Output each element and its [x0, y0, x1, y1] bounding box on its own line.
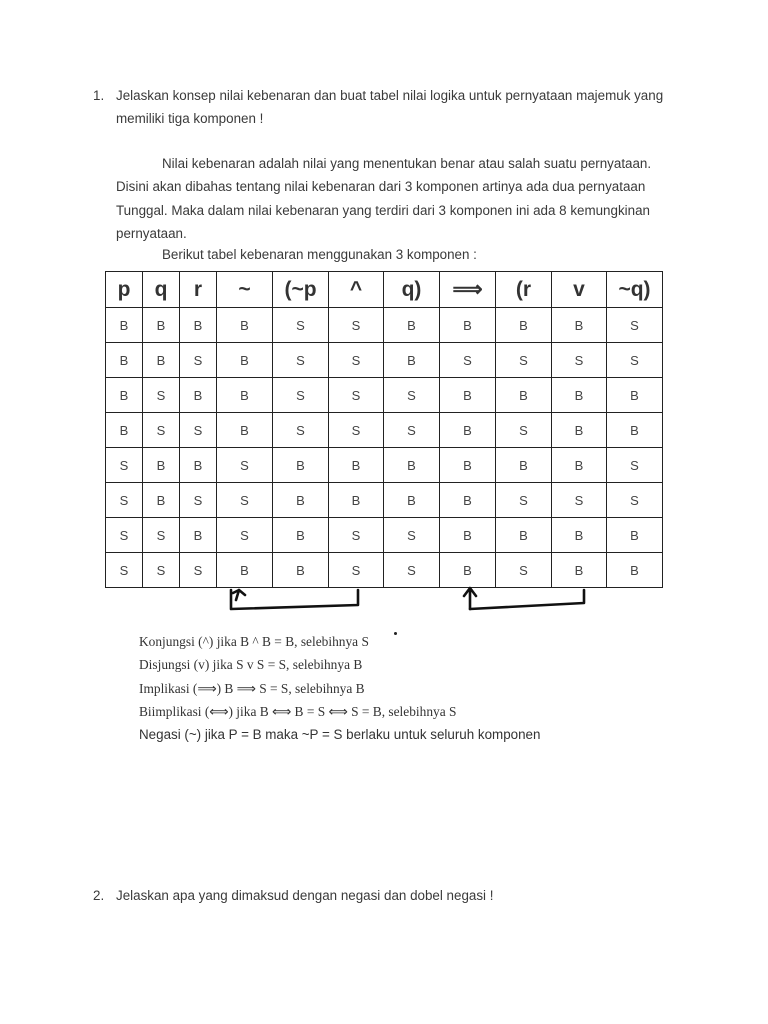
table-cell: S	[143, 518, 180, 553]
table-cell: S	[496, 483, 552, 518]
table-cell: B	[496, 308, 552, 343]
table-cell: B	[217, 413, 273, 448]
table-cell: B	[217, 378, 273, 413]
table-cell: B	[607, 518, 663, 553]
table-cell: S	[217, 448, 273, 483]
header-cell: ~	[217, 272, 273, 308]
table-cell: B	[440, 553, 496, 588]
table-cell: S	[106, 553, 143, 588]
table-cell: B	[106, 413, 143, 448]
table-cell: S	[106, 518, 143, 553]
header-cell: ~q)	[607, 272, 663, 308]
table-cell: S	[384, 518, 440, 553]
table-cell: B	[273, 448, 329, 483]
table-cell: B	[552, 378, 607, 413]
table-cell: B	[180, 378, 217, 413]
table-cell: S	[143, 413, 180, 448]
table-cell: S	[607, 343, 663, 378]
table-cell: S	[552, 343, 607, 378]
header-cell: q)	[384, 272, 440, 308]
table-cell: S	[273, 343, 329, 378]
table-cell: S	[384, 413, 440, 448]
table-cell: B	[180, 308, 217, 343]
table-cell: B	[496, 448, 552, 483]
table-cell: B	[384, 448, 440, 483]
table-cell: B	[273, 518, 329, 553]
table-cell: S	[496, 343, 552, 378]
table-cell: B	[496, 378, 552, 413]
rule-implikasi: Implikasi (⟹) B ⟹ S = S, selebihnya B	[139, 680, 365, 696]
table-cell: S	[607, 483, 663, 518]
table-cell: B	[440, 483, 496, 518]
table-cell: B	[384, 483, 440, 518]
table-cell: B	[440, 448, 496, 483]
table-cell: S	[217, 518, 273, 553]
table-cell: S	[217, 483, 273, 518]
table-cell: B	[143, 343, 180, 378]
table-cell: B	[217, 343, 273, 378]
table-cell: S	[496, 553, 552, 588]
header-cell: q	[143, 272, 180, 308]
logic-rules	[139, 630, 540, 746]
question-1-number: 1.	[93, 88, 105, 103]
table-cell: B	[329, 448, 384, 483]
question-2-number: 2.	[93, 888, 105, 903]
question-2	[93, 884, 683, 907]
ink-dot	[394, 632, 397, 635]
header-cell: r	[180, 272, 217, 308]
table-cell: S	[143, 553, 180, 588]
table-cell: B	[143, 483, 180, 518]
table-cell: B	[180, 448, 217, 483]
header-cell: (~p	[273, 272, 329, 308]
table-cell: B	[552, 553, 607, 588]
table-cell: S	[329, 413, 384, 448]
table-cell: S	[384, 378, 440, 413]
table-cell: S	[273, 378, 329, 413]
rule-biimplikasi: Biimplikasi (⟺) jika B ⟺ B = S ⟺ S = B, selebihnya S	[139, 703, 457, 719]
header-cell: ⟹	[440, 272, 496, 308]
table-cell: B	[273, 483, 329, 518]
rule-negasi: Negasi (~) jika P = B maka ~P = S berlaku untuk seluruh komponen	[139, 727, 541, 743]
table-cell: S	[180, 413, 217, 448]
table-cell: B	[440, 413, 496, 448]
rule-konjungsi: Konjungsi (^) jika B ^ B = B, selebihnya S	[139, 634, 369, 649]
table-cell: S	[607, 308, 663, 343]
table-cell: B	[106, 308, 143, 343]
table-cell: B	[607, 553, 663, 588]
header-cell: (r	[496, 272, 552, 308]
table-cell: B	[384, 343, 440, 378]
table-cell: S	[143, 378, 180, 413]
header-cell: v	[552, 272, 607, 308]
table-cell: S	[329, 378, 384, 413]
table-cell: S	[273, 413, 329, 448]
table-cell: S	[329, 518, 384, 553]
table-cell: S	[440, 343, 496, 378]
question-2-text: Jelaskan apa yang dimaksud dengan negasi dan dobel negasi !	[116, 888, 494, 903]
table-cell: S	[329, 343, 384, 378]
table-cell: B	[273, 553, 329, 588]
table-cell: B	[106, 343, 143, 378]
table-cell: B	[440, 308, 496, 343]
table-cell: B	[552, 518, 607, 553]
table-cell: S	[180, 553, 217, 588]
table-cell: B	[552, 308, 607, 343]
table-cell: B	[552, 413, 607, 448]
table-cell: S	[329, 553, 384, 588]
table-cell: B	[180, 518, 217, 553]
table-cell: B	[143, 448, 180, 483]
table-cell: S	[552, 483, 607, 518]
table-cell: B	[496, 518, 552, 553]
table-intro: Berikut tabel kebenaran menggunakan 3 komponen :	[162, 247, 477, 262]
table-cell: S	[496, 413, 552, 448]
table-cell: B	[440, 518, 496, 553]
table-cell: S	[607, 448, 663, 483]
table-cell: S	[106, 483, 143, 518]
table-cell: S	[384, 553, 440, 588]
table-cell: B	[217, 553, 273, 588]
table-cell: B	[217, 308, 273, 343]
table-cell: S	[329, 308, 384, 343]
table-cell: B	[440, 378, 496, 413]
table-cell: B	[552, 448, 607, 483]
table-cell: B	[143, 308, 180, 343]
table-cell: S	[273, 308, 329, 343]
question-1-text: Jelaskan konsep nilai kebenaran dan buat tabel nilai logika untuk pernyataan majemuk yang memiliki tiga komponen !	[116, 88, 664, 126]
header-cell: ^	[329, 272, 384, 308]
table-cell: B	[607, 378, 663, 413]
table-cell: B	[329, 483, 384, 518]
table-cell: S	[180, 343, 217, 378]
table-cell: B	[607, 413, 663, 448]
header-cell: p	[106, 272, 143, 308]
table-cell: B	[384, 308, 440, 343]
answer-text: Nilai kebenaran adalah nilai yang menentukan benar atau salah suatu pernyataan. Disini akan dibahas tentang nilai kebenaran dari 3 komponen artinya ada dua pernyataan Tunggal. Maka dalam nilai kebenaran yang terdiri dari 3 komponen ini ada 8 kemungkinan pernyataan.	[116, 156, 652, 241]
table-cell: B	[106, 378, 143, 413]
table-cell: S	[106, 448, 143, 483]
rule-disjungsi: Disjungsi (v) jika S v S = S, selebihnya B	[139, 657, 363, 673]
table-cell: S	[180, 483, 217, 518]
